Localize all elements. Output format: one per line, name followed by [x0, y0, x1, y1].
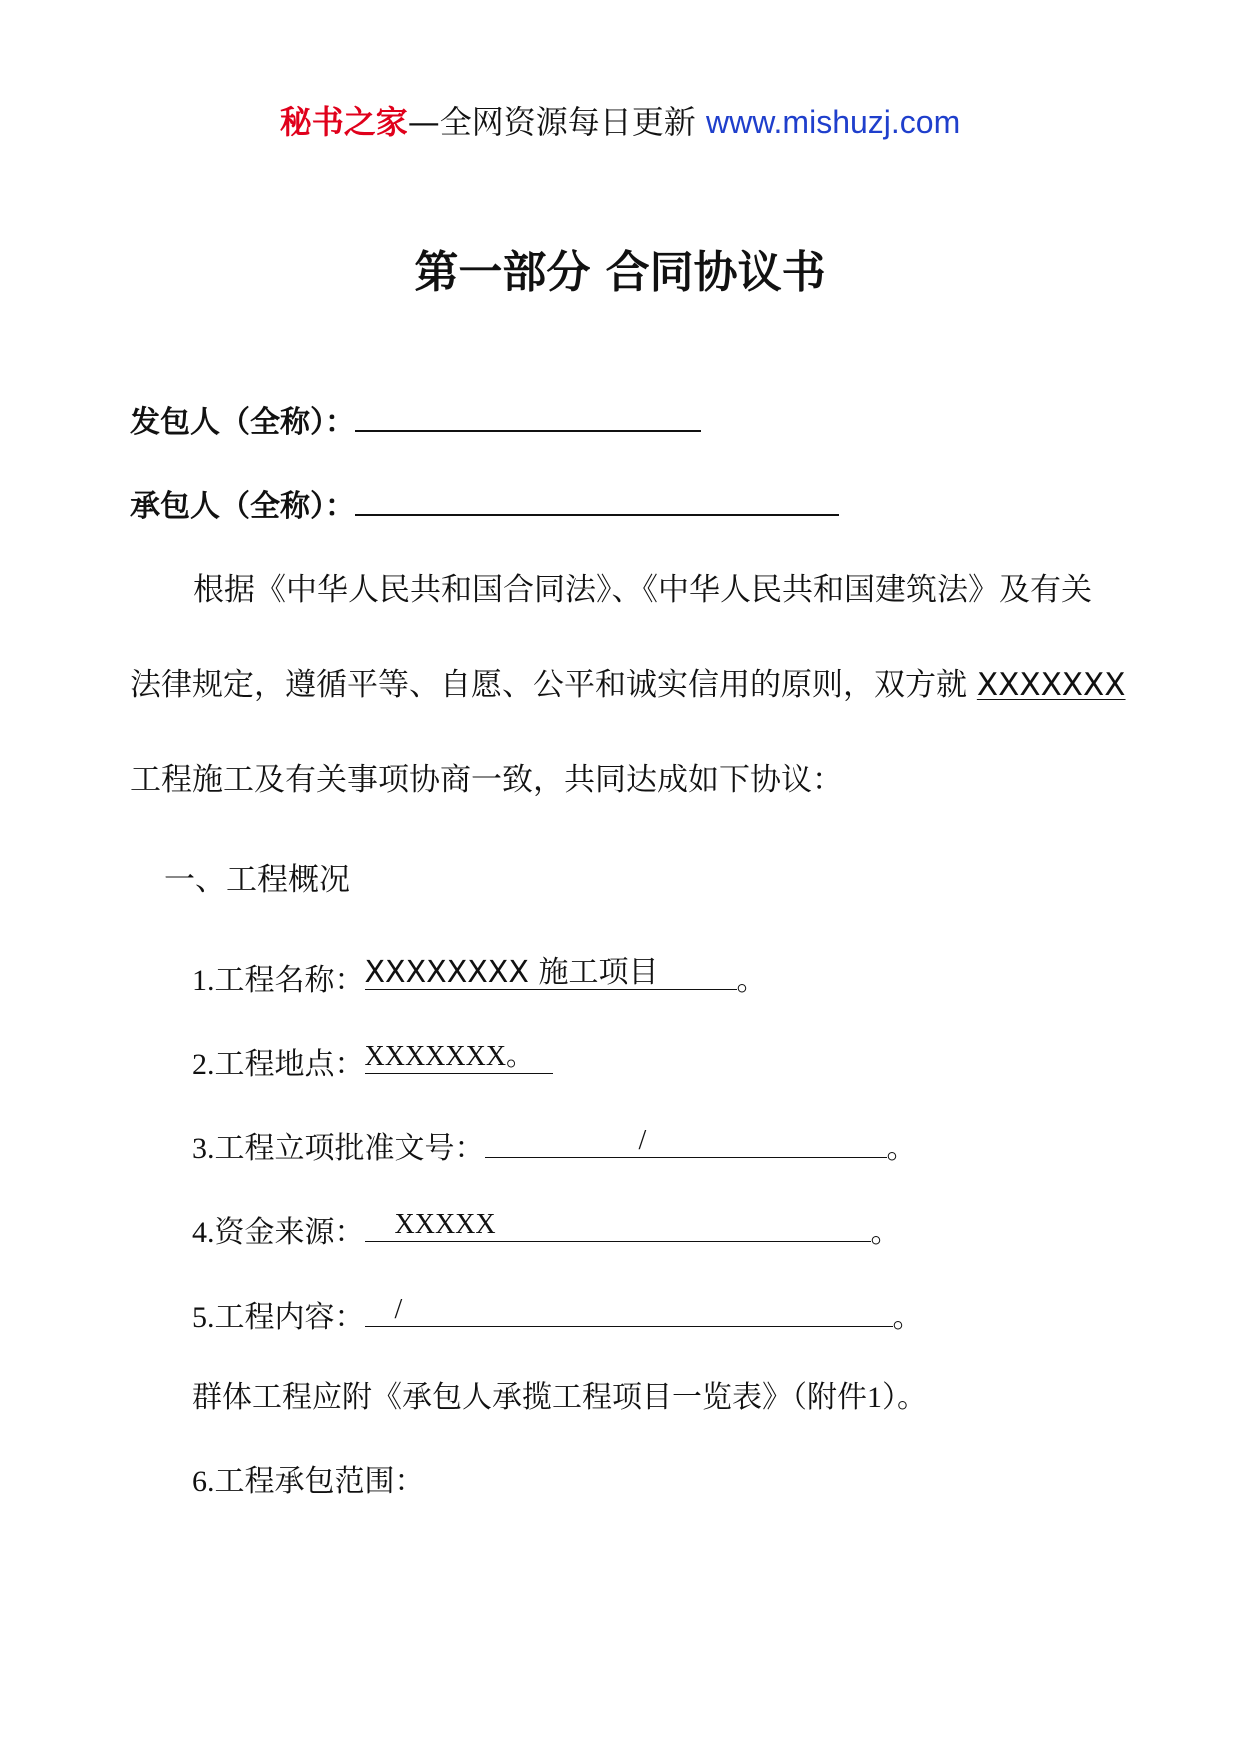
project-location-value: XXXXXXX。: [364, 1041, 535, 1072]
item-label: 工程承包范围：: [214, 1464, 425, 1499]
item-funding-source: [192, 1209, 901, 1253]
group-project-note: [192, 1378, 927, 1418]
item-project-location: [192, 1041, 553, 1085]
item-label: 资金来源：: [214, 1215, 365, 1250]
project-placeholder: XXXXXXX: [976, 667, 1126, 703]
preamble-line-2-text: 法律规定，遵循平等、自愿、公平和诚实信用的原则，双方就: [130, 667, 977, 703]
preamble-line-3: 工程施工及有关事项协商一致，共同达成如下协议：: [130, 762, 843, 798]
item-end: 。: [892, 1300, 923, 1335]
preamble-line-1: 根据《中华人民共和国合同法》、《中华人民共和国建筑法》及有关: [193, 572, 1092, 608]
approval-number-value: /: [638, 1125, 647, 1156]
appendix-number: 1: [867, 1381, 882, 1414]
contractor-name-field[interactable]: [355, 486, 839, 516]
item-contract-scope: [192, 1462, 425, 1502]
contractor-label: 承包人（全称）：: [130, 489, 355, 524]
item-number: 4.: [192, 1216, 215, 1249]
item-end: 。: [870, 1215, 901, 1250]
item-end: 。: [886, 1131, 917, 1166]
funding-source-field[interactable]: [365, 1209, 871, 1242]
item-approval-number: [192, 1125, 917, 1169]
item-label: 工程名称：: [214, 963, 365, 998]
project-content-field[interactable]: [365, 1294, 893, 1327]
group-note-end: ）。: [882, 1380, 927, 1415]
funding-source-value: XXXXX: [394, 1209, 496, 1240]
group-note-text: 群体工程应附《承包人承揽工程项目一览表》（附件: [192, 1380, 867, 1415]
item-label: 工程内容：: [214, 1300, 365, 1335]
project-name-field[interactable]: [365, 957, 737, 990]
header-dash: —: [407, 103, 440, 141]
brand-name: 秘书之家: [279, 103, 408, 141]
project-location-field[interactable]: [365, 1041, 553, 1074]
header-tagline: 全网资源每日更新: [439, 103, 706, 141]
employer-label: 发包人（全称）：: [130, 405, 355, 440]
employer-row: [130, 402, 701, 443]
project-content-value: /: [394, 1294, 403, 1325]
item-end: 。: [736, 963, 767, 998]
employer-name-field[interactable]: [355, 402, 701, 432]
item-project-content: [192, 1294, 923, 1338]
item-number: 1.: [192, 964, 215, 997]
preamble-line-2: [130, 665, 1126, 705]
project-name-value: XXXXXXXX 施工项目: [364, 955, 659, 990]
page-title: 第一部分 合同协议书: [414, 247, 826, 298]
item-project-name: [192, 957, 767, 1001]
section-heading: 一、工程概况: [164, 862, 350, 898]
item-label: 工程地点：: [214, 1047, 365, 1082]
item-label: 工程立项批准文号：: [214, 1131, 485, 1166]
item-number: 3.: [192, 1132, 215, 1165]
site-header: [0, 100, 1240, 144]
item-number: 2.: [192, 1048, 215, 1081]
approval-number-field[interactable]: [485, 1125, 887, 1158]
item-number: 6.: [192, 1465, 215, 1498]
item-number: 5.: [192, 1301, 215, 1334]
site-url-link[interactable]: www.mishuzj.com: [705, 104, 961, 140]
contractor-row: [130, 486, 839, 527]
